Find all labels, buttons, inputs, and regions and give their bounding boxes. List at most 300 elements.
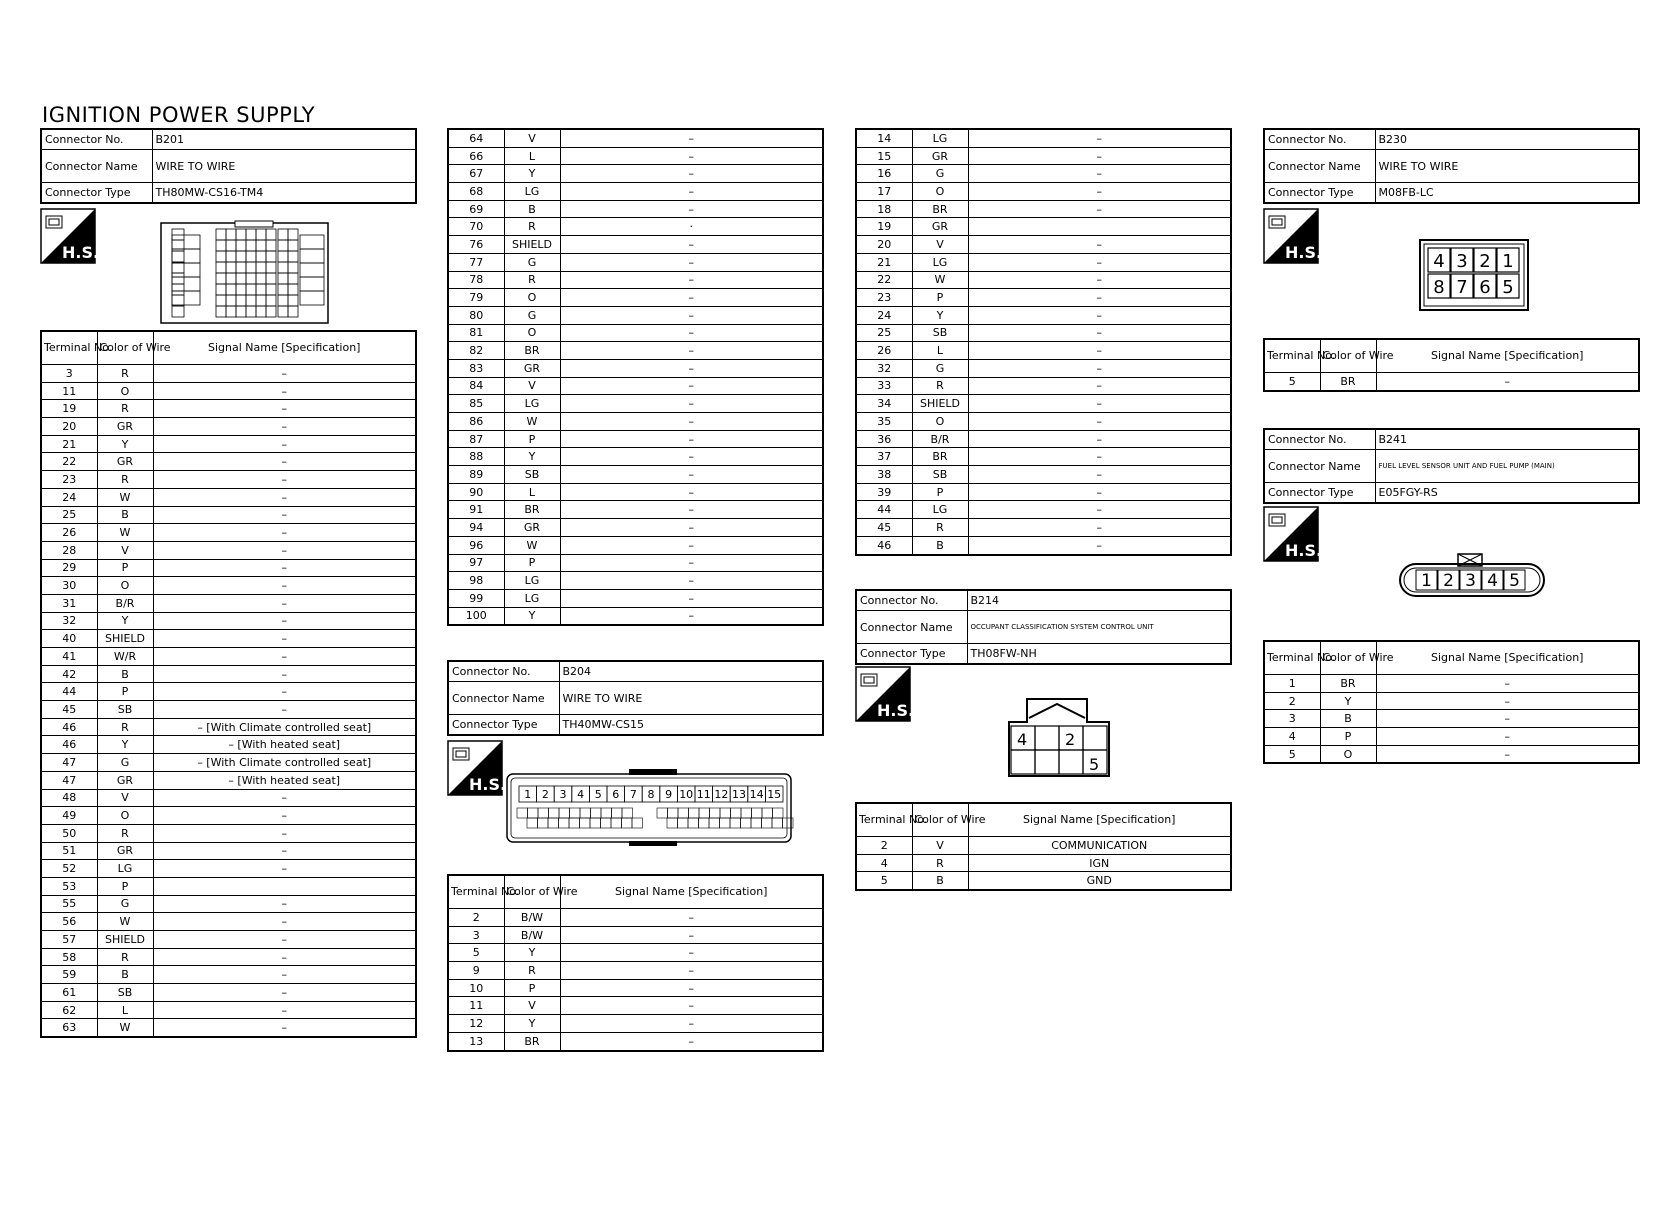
b241-terminal-table — [1263, 640, 1640, 764]
table-row — [41, 948, 416, 966]
wire-color-cell: B — [97, 665, 153, 683]
table-row — [41, 1019, 416, 1037]
b201-connector-no: B201 — [152, 129, 416, 150]
terminal-cell: 38 — [856, 466, 912, 484]
terminal-cell: 76 — [448, 236, 504, 254]
signal-header: Signal Name [Specification] — [560, 875, 823, 909]
table-row — [41, 594, 416, 612]
wire-color-cell: LG — [912, 129, 968, 147]
table-row — [856, 289, 1231, 307]
table-row — [41, 824, 416, 842]
signal-cell — [153, 877, 416, 895]
table-row — [448, 377, 823, 395]
wire-color-cell: O — [504, 289, 560, 307]
signal-cell: – — [560, 183, 823, 201]
wire-color-cell: R — [97, 471, 153, 489]
wire-color-cell: SB — [912, 324, 968, 342]
signal-cell: – — [560, 1032, 823, 1050]
signal-cell: – — [153, 665, 416, 683]
signal-header: Signal Name [Specification] — [153, 331, 416, 365]
wire-color-cell: O — [912, 183, 968, 201]
wire-color-cell: P — [912, 483, 968, 501]
wire-color-cell: LG — [97, 860, 153, 878]
terminal-cell: 35 — [856, 413, 912, 431]
wire-color-cell: GR — [912, 147, 968, 165]
signal-cell: – — [153, 630, 416, 648]
b241-pin: 3 — [1465, 571, 1476, 591]
signal-cell: – — [560, 944, 823, 962]
signal-cell: – — [560, 519, 823, 537]
b241-connector-diagram — [1398, 552, 1548, 598]
terminal-cell: 69 — [448, 200, 504, 218]
wire-color-cell: SB — [504, 466, 560, 484]
terminal-cell: 2 — [856, 837, 912, 855]
terminal-cell: 22 — [41, 453, 97, 471]
b204-pin: 2 — [541, 788, 549, 801]
wire-color-cell: V — [504, 377, 560, 395]
table-row — [448, 607, 823, 625]
terminal-no-header: Terminal No. — [41, 331, 97, 365]
signal-cell: – — [968, 183, 1231, 201]
terminal-cell: 46 — [856, 536, 912, 554]
terminal-cell: 68 — [448, 183, 504, 201]
terminal-cell: 16 — [856, 165, 912, 183]
signal-cell: – — [560, 342, 823, 360]
table-row — [41, 736, 416, 754]
signal-cell: – — [153, 365, 416, 383]
table-row — [41, 701, 416, 719]
b201-connector-type: TH80MW-CS16-TM4 — [152, 183, 416, 204]
terminal-cell: 82 — [448, 342, 504, 360]
wire-color-cell: BR — [504, 501, 560, 519]
color-header: Color of Wire — [1320, 339, 1376, 373]
table-row — [448, 165, 823, 183]
wire-color-cell: V — [504, 997, 560, 1015]
wire-color-cell: BR — [912, 448, 968, 466]
signal-cell: GND — [968, 872, 1231, 890]
signal-cell: – — [968, 483, 1231, 501]
wire-color-cell: GR — [97, 842, 153, 860]
b204-pin: 7 — [629, 788, 637, 801]
b230-connector-name: WIRE TO WIRE — [1375, 150, 1639, 183]
table-row — [448, 359, 823, 377]
table-row — [448, 430, 823, 448]
wire-color-cell: GR — [97, 771, 153, 789]
hs-icon — [1263, 208, 1323, 264]
table-row — [41, 630, 416, 648]
table-row — [1264, 710, 1639, 728]
table-row — [41, 807, 416, 825]
terminal-cell: 96 — [448, 536, 504, 554]
signal-cell: – — [153, 506, 416, 524]
b241-pin: 4 — [1487, 571, 1498, 591]
b230-pin: 2 — [1479, 251, 1491, 272]
hs-label: H.S. — [62, 243, 100, 262]
table-row — [41, 665, 416, 683]
terminal-cell: 22 — [856, 271, 912, 289]
table-row — [448, 589, 823, 607]
wire-color-cell: G — [504, 306, 560, 324]
terminal-cell: 20 — [856, 236, 912, 254]
wire-color-cell: R — [504, 218, 560, 236]
wire-color-cell: BR — [504, 342, 560, 360]
table-row — [856, 854, 1231, 872]
table-row — [856, 183, 1231, 201]
terminal-cell: 98 — [448, 572, 504, 590]
table-row — [448, 1015, 823, 1033]
terminal-cell: 4 — [856, 854, 912, 872]
signal-cell: – — [560, 395, 823, 413]
color-header: Color of Wire — [97, 331, 153, 365]
table-row — [1264, 745, 1639, 763]
signal-header: Signal Name [Specification] — [968, 803, 1231, 837]
terminal-cell: 47 — [41, 771, 97, 789]
b241-pin: 5 — [1509, 571, 1520, 591]
table-row — [448, 395, 823, 413]
b204-pin: 5 — [594, 788, 602, 801]
table-row — [448, 183, 823, 201]
signal-cell: – — [560, 501, 823, 519]
column-2 — [447, 128, 824, 1048]
signal-cell: – [With Climate controlled seat] — [153, 754, 416, 772]
wire-color-cell: W — [97, 1019, 153, 1037]
signal-cell: – — [560, 271, 823, 289]
terminal-cell: 67 — [448, 165, 504, 183]
wire-color-cell: Y — [912, 306, 968, 324]
table-row — [41, 453, 416, 471]
signal-cell: – — [560, 979, 823, 997]
b214-connector-no: B214 — [967, 590, 1231, 611]
wire-color-cell: O — [504, 324, 560, 342]
wire-color-cell: SB — [97, 984, 153, 1002]
table-row — [856, 165, 1231, 183]
signal-cell: – — [560, 997, 823, 1015]
wire-color-cell: P — [1320, 728, 1376, 746]
b230-pin: 5 — [1502, 277, 1514, 298]
terminal-cell: 77 — [448, 253, 504, 271]
wire-color-cell: R — [97, 948, 153, 966]
table-row — [448, 979, 823, 997]
wire-color-cell: W — [912, 271, 968, 289]
wire-color-cell: B — [97, 966, 153, 984]
signal-cell: – — [968, 536, 1231, 554]
wire-color-cell: R — [912, 854, 968, 872]
table-row — [41, 577, 416, 595]
terminal-cell: 64 — [448, 129, 504, 147]
terminal-cell: 19 — [856, 218, 912, 236]
signal-cell — [968, 218, 1231, 236]
wire-color-cell: Y — [504, 607, 560, 625]
terminal-cell: 25 — [41, 506, 97, 524]
terminal-cell: 90 — [448, 483, 504, 501]
table-row — [856, 236, 1231, 254]
b204-connector-diagram — [505, 768, 795, 848]
table-row — [41, 488, 416, 506]
wire-color-cell: P — [97, 683, 153, 701]
wire-color-cell: SHIELD — [97, 931, 153, 949]
b214-pin: 2 — [1065, 730, 1076, 749]
table-row — [1264, 692, 1639, 710]
table-row — [856, 218, 1231, 236]
wire-color-cell: W — [97, 488, 153, 506]
signal-cell: – — [560, 236, 823, 254]
wire-color-cell: B — [1320, 710, 1376, 728]
hs-label: H.S. — [1285, 541, 1323, 560]
b204-pin: 11 — [696, 788, 711, 801]
column-4 — [1263, 128, 1640, 761]
table-row — [448, 289, 823, 307]
signal-cell: – — [968, 413, 1231, 431]
terminal-cell: 26 — [41, 524, 97, 542]
wire-color-cell: R — [97, 824, 153, 842]
signal-cell: – — [968, 448, 1231, 466]
connector-name-label: Connector Name — [856, 611, 967, 644]
wire-color-cell: B — [912, 536, 968, 554]
hs-icon — [855, 666, 915, 722]
b214-terminal-table — [855, 802, 1232, 891]
b230-pin: 3 — [1456, 251, 1468, 272]
wire-color-cell: GR — [504, 359, 560, 377]
wire-color-cell: O — [97, 577, 153, 595]
connector-no-label: Connector No. — [1264, 129, 1375, 150]
terminal-cell: 62 — [41, 1001, 97, 1019]
terminal-cell: 32 — [41, 612, 97, 630]
table-row — [448, 572, 823, 590]
wire-color-cell: G — [912, 165, 968, 183]
signal-cell: – — [153, 559, 416, 577]
b204-terminal-table — [447, 874, 824, 1052]
table-row — [41, 895, 416, 913]
terminal-cell: 51 — [41, 842, 97, 860]
wire-color-cell: LG — [504, 589, 560, 607]
page-title: IGNITION POWER SUPPLY — [42, 103, 316, 127]
signal-cell: – — [153, 524, 416, 542]
wire-color-cell: Y — [504, 165, 560, 183]
wire-color-cell: R — [97, 718, 153, 736]
terminal-cell: 39 — [856, 483, 912, 501]
signal-cell: – — [1376, 710, 1639, 728]
b230-pin: 6 — [1479, 277, 1491, 298]
terminal-cell: 45 — [41, 701, 97, 719]
wire-color-cell: P — [504, 430, 560, 448]
terminal-cell: 63 — [41, 1019, 97, 1037]
table-row — [856, 872, 1231, 890]
hs-label: H.S. — [877, 701, 915, 720]
terminal-cell: 99 — [448, 589, 504, 607]
wire-color-cell: P — [504, 554, 560, 572]
table-row — [41, 400, 416, 418]
terminal-cell: 25 — [856, 324, 912, 342]
table-row — [856, 430, 1231, 448]
terminal-cell: 88 — [448, 448, 504, 466]
signal-cell: – — [560, 536, 823, 554]
terminal-cell: 18 — [856, 200, 912, 218]
wire-color-cell: B — [504, 200, 560, 218]
color-header: Color of Wire — [504, 875, 560, 909]
wire-color-cell: B — [912, 872, 968, 890]
table-row — [448, 147, 823, 165]
terminal-cell: 10 — [448, 979, 504, 997]
table-row — [1264, 728, 1639, 746]
wire-color-cell: V — [97, 789, 153, 807]
terminal-cell: 47 — [41, 754, 97, 772]
wire-color-cell: B/R — [97, 594, 153, 612]
signal-cell: – — [153, 400, 416, 418]
signal-cell: – — [153, 1001, 416, 1019]
signal-cell: – — [560, 306, 823, 324]
signal-cell: – — [968, 430, 1231, 448]
signal-header: Signal Name [Specification] — [1376, 641, 1639, 675]
wire-color-cell: W — [97, 913, 153, 931]
terminal-cell: 89 — [448, 466, 504, 484]
wire-color-cell: BR — [1320, 373, 1376, 391]
table-row — [448, 306, 823, 324]
terminal-no-header: Terminal No. — [448, 875, 504, 909]
terminal-cell: 26 — [856, 342, 912, 360]
terminal-cell: 56 — [41, 913, 97, 931]
wire-color-cell: V — [97, 541, 153, 559]
terminal-cell: 21 — [856, 253, 912, 271]
wire-color-cell: B/W — [504, 926, 560, 944]
terminal-cell: 57 — [41, 931, 97, 949]
table-row — [856, 359, 1231, 377]
table-row — [41, 506, 416, 524]
signal-cell: – — [968, 129, 1231, 147]
connector-type-label: Connector Type — [448, 715, 559, 736]
connector-type-label: Connector Type — [41, 183, 152, 204]
connector-name-label: Connector Name — [1264, 150, 1375, 183]
table-row — [448, 962, 823, 980]
signal-cell: – — [968, 519, 1231, 537]
terminal-cell: 44 — [41, 683, 97, 701]
connector-name-label: Connector Name — [1264, 450, 1375, 483]
wire-color-cell: B/R — [912, 430, 968, 448]
signal-cell: – — [560, 413, 823, 431]
b204-pin: 8 — [647, 788, 655, 801]
signal-cell: – — [968, 236, 1231, 254]
table-row — [856, 253, 1231, 271]
wire-color-cell: P — [504, 979, 560, 997]
b201-terminal-table — [40, 330, 417, 1038]
table-row — [856, 324, 1231, 342]
b230-connector-info — [1263, 128, 1640, 204]
terminal-cell: 44 — [856, 501, 912, 519]
terminal-cell: 17 — [856, 183, 912, 201]
terminal-cell: 5 — [1264, 745, 1320, 763]
b204-pin: 14 — [749, 788, 764, 801]
table-row — [41, 683, 416, 701]
signal-cell: – — [968, 253, 1231, 271]
terminal-cell: 2 — [1264, 692, 1320, 710]
table-row — [448, 536, 823, 554]
wire-color-cell: V — [912, 837, 968, 855]
connector-no-label: Connector No. — [1264, 429, 1375, 450]
table-row — [856, 501, 1231, 519]
table-row — [856, 342, 1231, 360]
b241-connector-info — [1263, 428, 1640, 504]
terminal-cell: 85 — [448, 395, 504, 413]
signal-cell: – — [153, 824, 416, 842]
table-row — [41, 771, 416, 789]
wire-color-cell: G — [97, 895, 153, 913]
terminal-cell: 41 — [41, 648, 97, 666]
terminal-no-header: Terminal No. — [1264, 641, 1320, 675]
table-row — [41, 860, 416, 878]
signal-cell: – — [968, 200, 1231, 218]
b204-connector-name: WIRE TO WIRE — [559, 682, 823, 715]
wire-color-cell: SHIELD — [504, 236, 560, 254]
terminal-no-header: Terminal No. — [856, 803, 912, 837]
table-row — [41, 789, 416, 807]
wire-color-cell: Y — [97, 736, 153, 754]
signal-cell: – — [560, 200, 823, 218]
table-row — [41, 648, 416, 666]
signal-cell: – — [153, 895, 416, 913]
table-row — [856, 837, 1231, 855]
table-row — [41, 877, 416, 895]
table-row — [448, 413, 823, 431]
b214-connector-diagram — [1005, 696, 1117, 780]
wire-color-cell: R — [912, 519, 968, 537]
signal-cell: – — [153, 683, 416, 701]
terminal-cell: 48 — [41, 789, 97, 807]
connector-name-label: Connector Name — [448, 682, 559, 715]
terminal-cell: 23 — [41, 471, 97, 489]
table-row — [41, 541, 416, 559]
terminal-cell: 100 — [448, 607, 504, 625]
terminal-cell: 80 — [448, 306, 504, 324]
table-row — [856, 395, 1231, 413]
terminal-cell: 5 — [856, 872, 912, 890]
signal-cell: – — [560, 926, 823, 944]
terminal-cell: 91 — [448, 501, 504, 519]
column-3 — [855, 128, 1232, 888]
signal-cell: – — [560, 165, 823, 183]
terminal-cell: 79 — [448, 289, 504, 307]
color-header: Color of Wire — [912, 803, 968, 837]
terminal-cell: 81 — [448, 324, 504, 342]
table-row — [41, 931, 416, 949]
table-row — [41, 435, 416, 453]
terminal-cell: 21 — [41, 435, 97, 453]
table-row — [856, 413, 1231, 431]
signal-cell: COMMUNICATION — [968, 837, 1231, 855]
terminal-cell: 94 — [448, 519, 504, 537]
table-row — [41, 524, 416, 542]
wire-color-cell: W — [504, 413, 560, 431]
table-row — [41, 754, 416, 772]
table-row — [856, 536, 1231, 554]
table-row — [41, 718, 416, 736]
table-row — [448, 324, 823, 342]
wire-color-cell: Y — [504, 448, 560, 466]
table-row — [856, 377, 1231, 395]
table-row — [41, 382, 416, 400]
wire-color-cell: R — [97, 400, 153, 418]
signal-cell: · — [560, 218, 823, 236]
signal-cell: – — [968, 306, 1231, 324]
signal-cell: – — [153, 453, 416, 471]
signal-cell: – — [153, 701, 416, 719]
b204-pin: 9 — [665, 788, 673, 801]
b241-pin: 1 — [1421, 571, 1432, 591]
terminal-cell: 46 — [41, 736, 97, 754]
wire-color-cell: Y — [97, 612, 153, 630]
signal-cell: – — [560, 324, 823, 342]
terminal-no-header: Terminal No. — [1264, 339, 1320, 373]
signal-cell: – — [560, 572, 823, 590]
wire-color-cell: GR — [504, 519, 560, 537]
